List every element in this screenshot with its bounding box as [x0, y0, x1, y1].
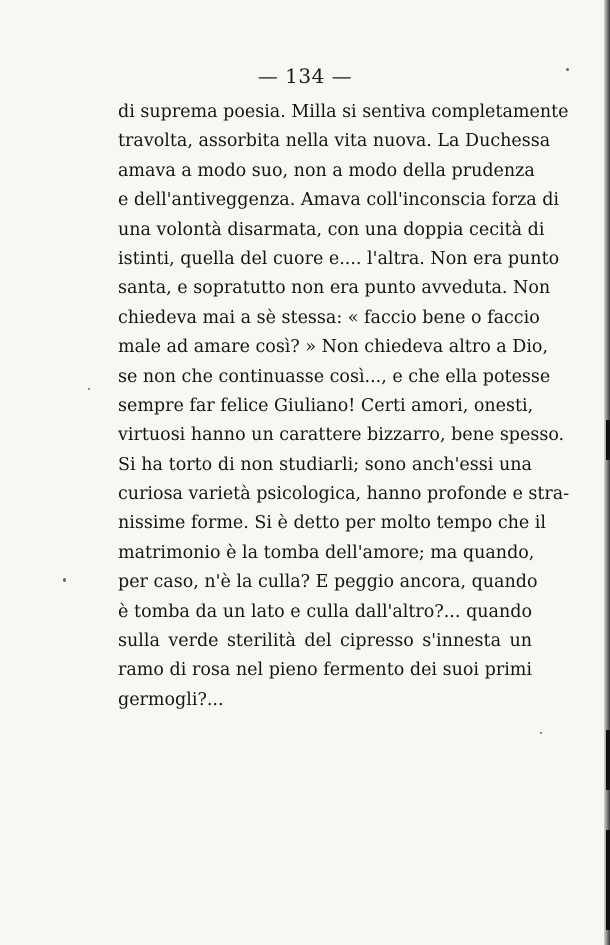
- text-line: istinti, quella del cuore e.... l'altra. Non era punto: [118, 248, 560, 269]
- text-line: santa, e sopratutto non era punto avveduta. Non: [118, 278, 551, 299]
- text-line: se non che continuasse così..., e che ella potesse: [118, 366, 551, 387]
- scan-speck: [63, 578, 66, 582]
- text-line: male ad amare così? » Non chiedeva altro a Dio,: [118, 337, 549, 358]
- text-line: sempre far felice Giuliano! Certi amori, onesti,: [118, 395, 534, 416]
- page-edge-mark: [606, 830, 610, 930]
- text-line: curiosa varietà psicologica, hanno profonde e stra-: [118, 484, 570, 505]
- text-line: una volontà disarmata, con una doppia cecità di: [118, 219, 545, 240]
- text-line: virtuosi hanno un carattere bizzarro, bene spesso.: [118, 425, 565, 446]
- scan-speck: [88, 388, 90, 390]
- page-edge-shadow: [604, 0, 610, 945]
- text-line: Si ha torto di non studiarli; sono anch'essi una: [118, 454, 532, 475]
- text-line: germogli?...: [118, 689, 224, 710]
- text-line: amava a modo suo, non a modo della prudenza: [118, 160, 535, 181]
- page-number: — 134 —: [257, 64, 353, 88]
- text-line: di suprema poesia. Milla si sentiva completamente: [118, 102, 569, 122]
- text-line: travolta, assorbita nella vita nuova. La Duchessa: [118, 131, 551, 152]
- scan-speck: [540, 732, 542, 734]
- scan-speck: [566, 68, 569, 71]
- text-line: per caso, n'è la culla? E peggio ancora, quando: [118, 572, 538, 593]
- text-line: matrimonio è la tomba dell'amore; ma quando,: [118, 542, 535, 563]
- text-line: è tomba da un lato e culla dall'altro?... quando: [118, 601, 532, 622]
- page-body-text: [118, 98, 570, 715]
- page-edge-mark: [606, 730, 610, 790]
- page-edge-mark: [606, 420, 610, 460]
- text-line: chiedeva mai a sè stessa: « faccio bene o faccio: [118, 307, 540, 328]
- text-line: nissime forme. Si è detto per molto tempo che il: [118, 513, 546, 534]
- text-line: sulla verde sterilità del cipresso s'innesta un: [118, 631, 532, 652]
- text-line: ramo di rosa nel pieno fermento dei suoi primi: [118, 660, 532, 681]
- text-line: e dell'antiveggenza. Amava coll'inconscia forza di: [118, 190, 560, 211]
